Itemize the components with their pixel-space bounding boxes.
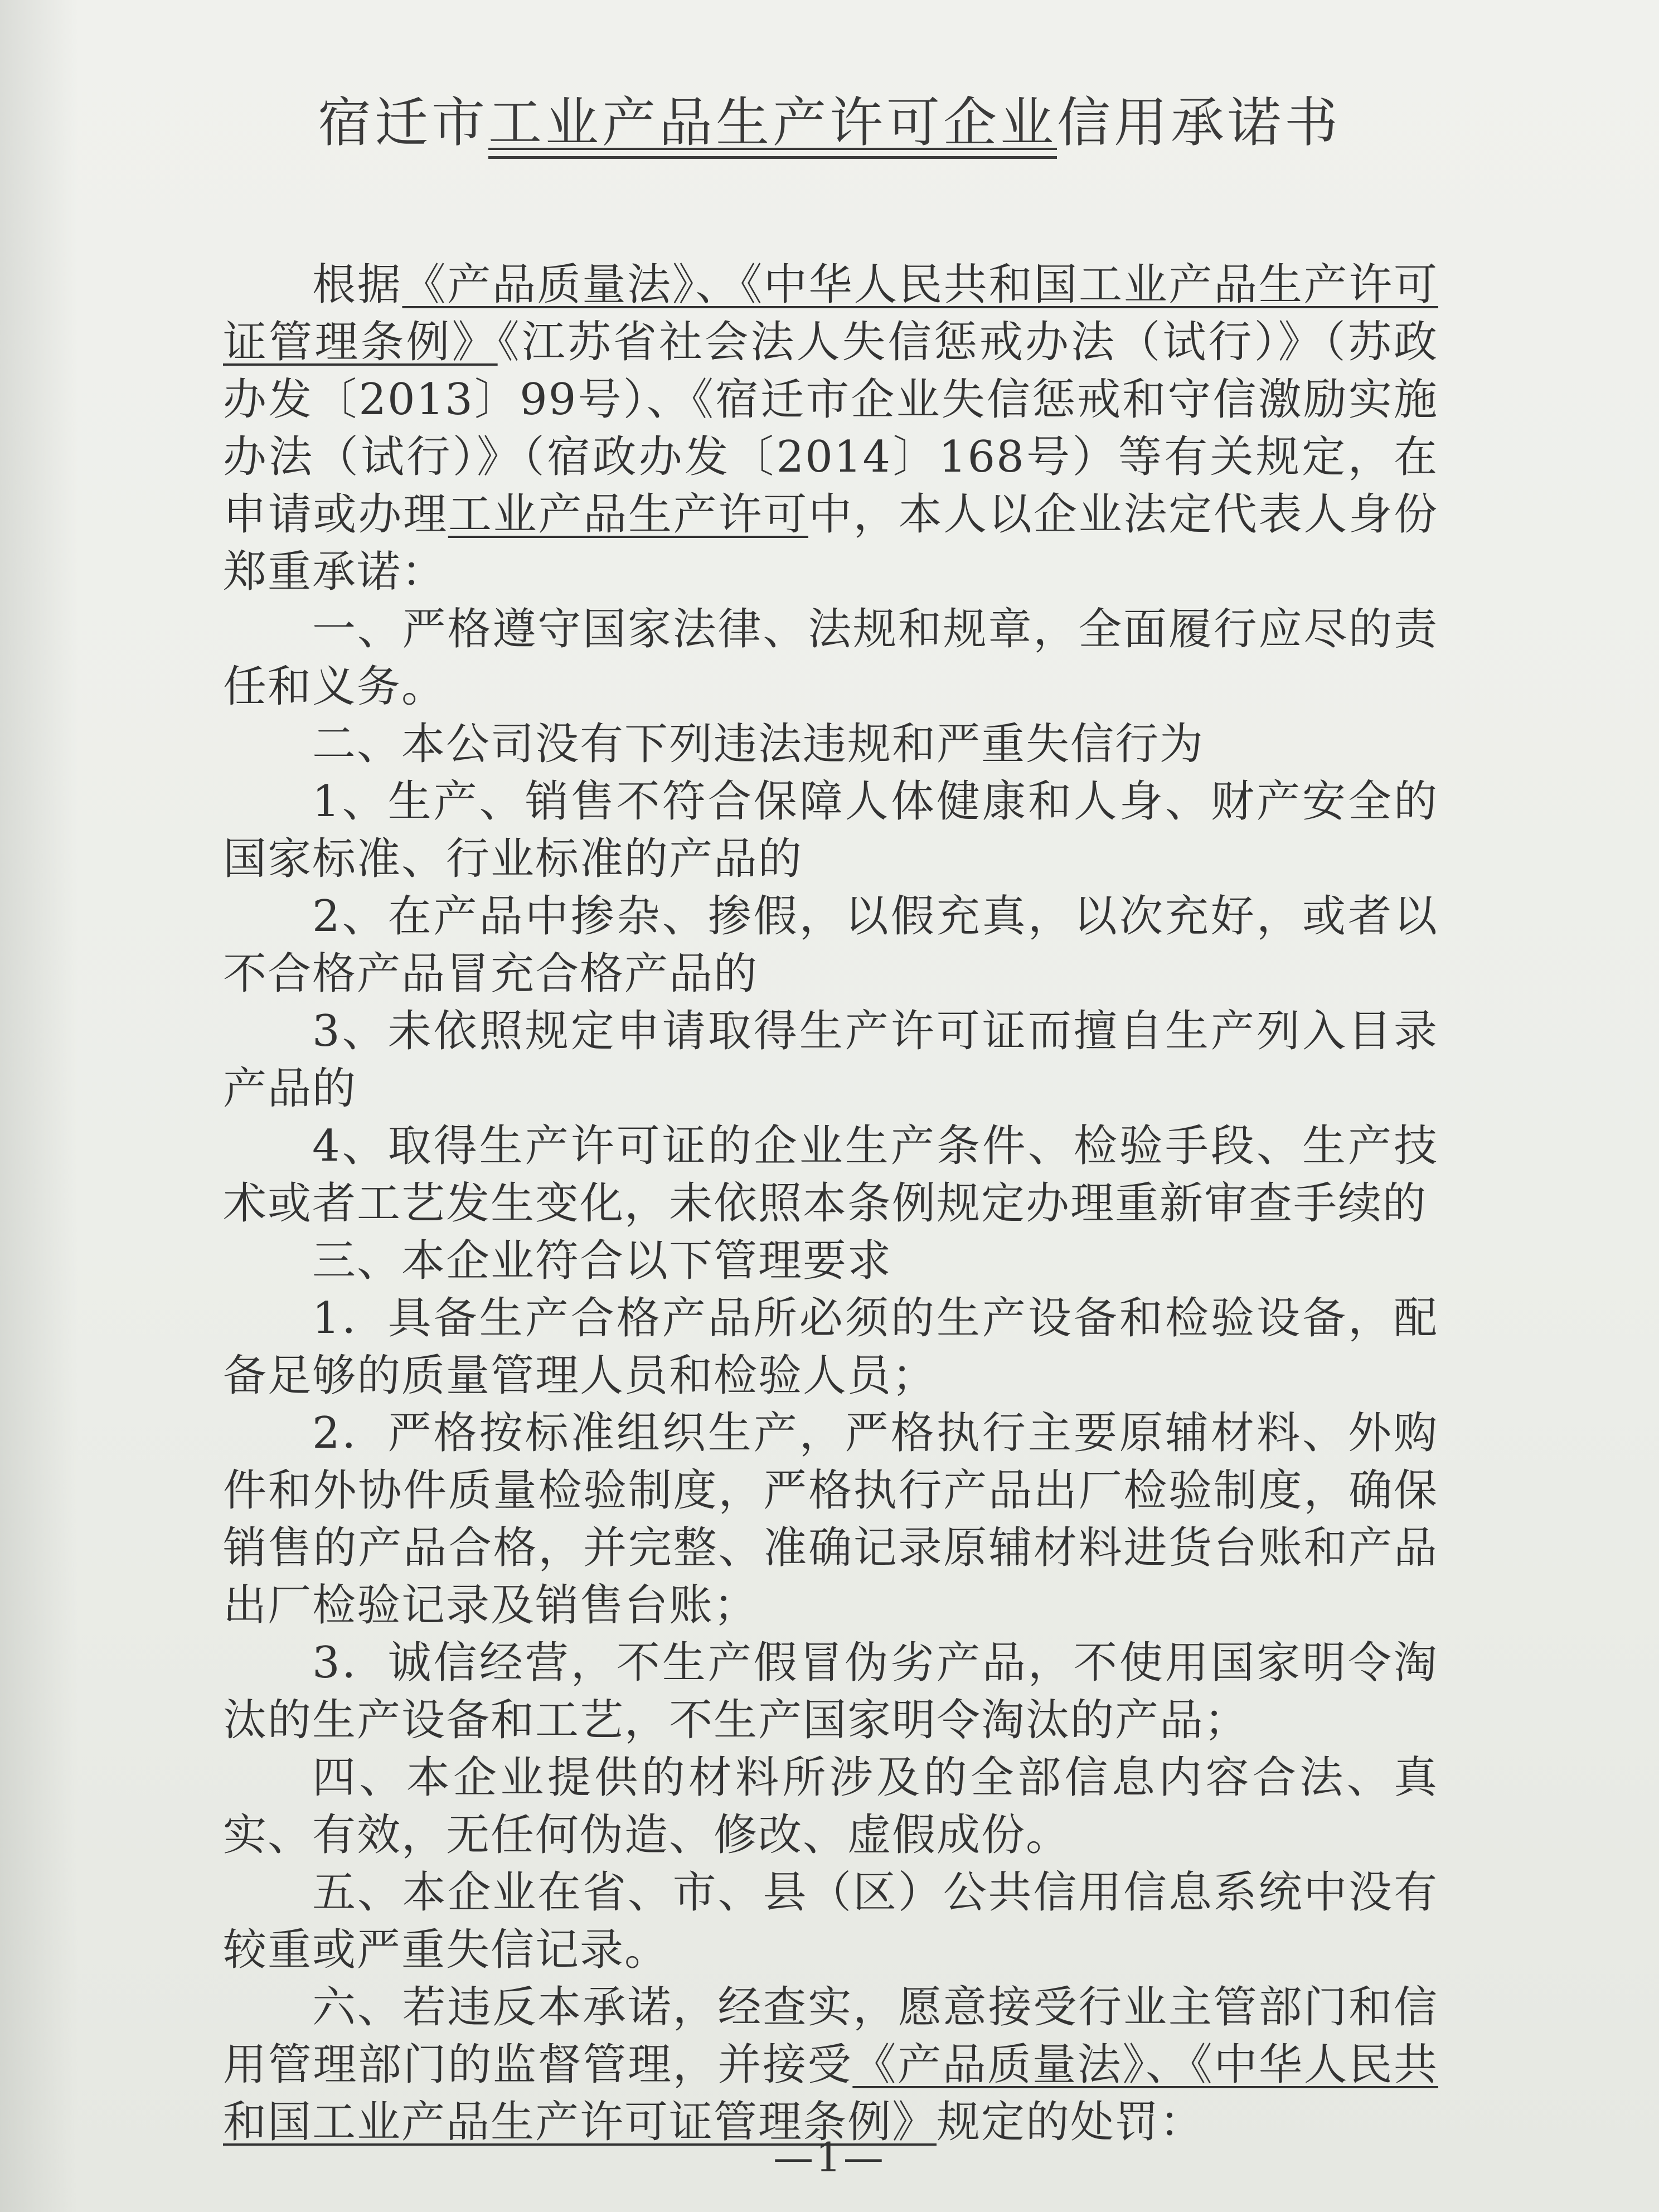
last-underlined: 《产品质量法》、《中华人民共和国工业产品生产许可证管理条例》 xyxy=(223,2040,1438,2147)
paragraph: 3．诚信经营，不生产假冒伪劣产品，不使用国家明令淘汰的生产设备和工艺，不生产国家明令淘汰的产品； xyxy=(223,1638,1438,1745)
last-text-1: 六、若违反本承诺，经查实，愿意接受行业主管部门和信用管理部门的监督管理，并接受 xyxy=(223,1982,1438,2090)
paragraph: 二、本公司没有下列违法违规和严重失信行为 xyxy=(312,719,1205,769)
intro-text-2: 《江苏省社会法人失信惩戒办法（试行）》（苏政办发〔2013〕99号）、《宿迁市企业失信惩戒和守信激励实施办法（试行）》（宿政办发〔2014〕168号）等有关规定，在申请或办理 xyxy=(223,317,1438,540)
paragraph: 1．具备生产合格产品所必须的生产设备和检验设备，配备足够的质量管理人员和检验人员； xyxy=(223,1293,1438,1401)
title-prefix: 宿迁市 xyxy=(318,91,488,154)
document-title xyxy=(0,84,1659,162)
paragraph: 三、本企业符合以下管理要求 xyxy=(312,1236,892,1286)
paragraph: 2．严格按标准组织生产，严格执行主要原辅材料、外购件和外协件质量检验制度，严格执行产品出厂检验制度，确保销售的产品合格，并完整、准确记录原辅材料进货台账和产品出厂检验记录及销售台账； xyxy=(223,1408,1438,1631)
page-number: —1— xyxy=(773,2134,886,2181)
paragraph: 五、本企业在省、市、县（区）公共信用信息系统中没有较重或严重失信记录。 xyxy=(223,1867,1438,1975)
paragraph: 2、在产品中掺杂、掺假，以假充真，以次充好，或者以不合格产品冒充合格产品的 xyxy=(223,891,1438,999)
intro-paragraph xyxy=(223,256,1438,601)
last-text-2: 规定的处罚： xyxy=(937,2097,1205,2147)
last-paragraph xyxy=(223,1979,1438,2151)
page-shadow xyxy=(0,0,78,2212)
paragraph: 一、严格遵守国家法律、法规和规章，全面履行应尽的责任和义务。 xyxy=(223,604,1438,712)
title-underlined: 工业产品生产许可企业 xyxy=(488,91,1057,159)
document-body xyxy=(223,256,1438,2151)
title-suffix: 信用承诺书 xyxy=(1057,91,1341,154)
intro-underlined-1: 《产品质量法》、《中华人民共和国工业产品生产许可证管理条例》 xyxy=(223,260,1438,367)
intro-text-3: 中，本人以企业法定代表人身份郑重承诺： xyxy=(223,489,1438,597)
paragraph: 四、本企业提供的材料所涉及的全部信息内容合法、真实、有效，无任何伪造、修改、虚假成份。 xyxy=(223,1753,1438,1860)
paragraph: 3、未依照规定申请取得生产许可证而擅自生产列入目录产品的 xyxy=(223,1006,1438,1114)
intro-underlined-2: 工业产品生产许可 xyxy=(448,489,808,540)
paragraph: 1、生产、销售不符合保障人体健康和人身、财产安全的国家标准、行业标准的产品的 xyxy=(223,777,1438,884)
paragraph: 4、取得生产许可证的企业生产条件、检验手段、生产技术或者工艺发生变化，未依照本条例规定办理重新审查手续的 xyxy=(223,1121,1438,1229)
intro-text-1: 根据 xyxy=(312,260,402,310)
